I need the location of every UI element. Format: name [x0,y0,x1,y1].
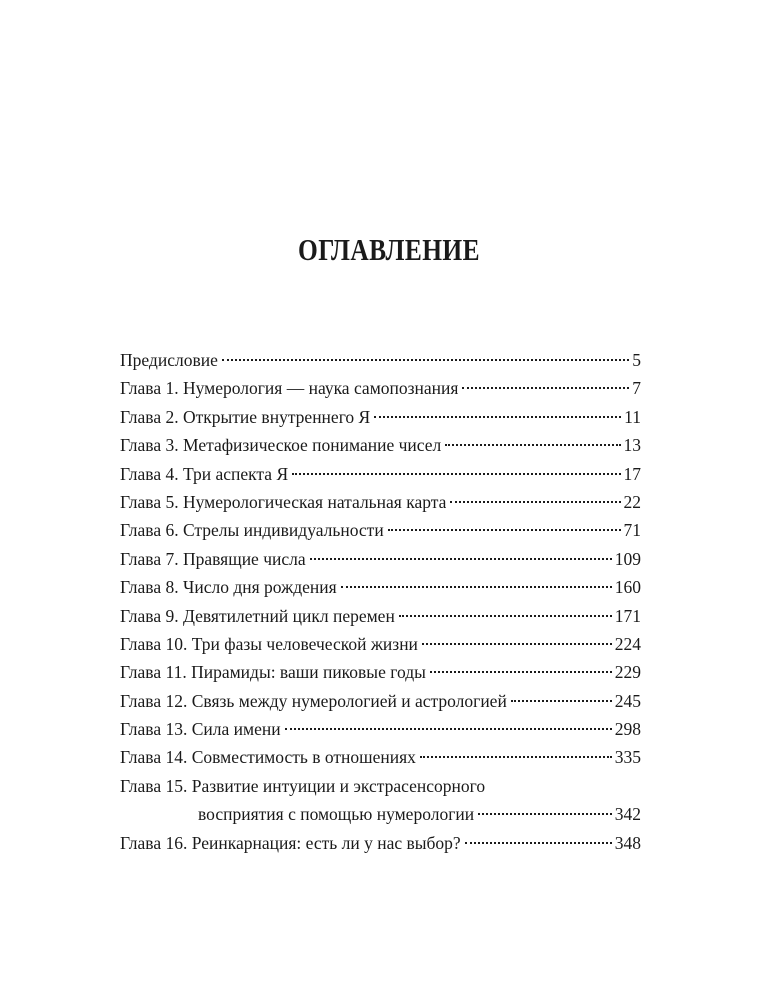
toc-entry-title: Нумерологическая натальная карта [182,491,447,512]
toc-page-number: 17 [623,463,641,484]
toc-chapter-label: Глава 15. [120,775,188,796]
toc-entry-chapter-15-continued[interactable] [120,800,641,828]
toc-chapter-label: Глава 16. [120,832,188,853]
toc-entry-chapter-5[interactable] [120,488,641,516]
toc-entry-preface[interactable] [120,346,641,374]
dot-leader [285,728,612,730]
toc-chapter-label: Глава 12. [120,690,188,711]
dot-leader [222,359,629,361]
toc-chapter-label: Глава 4. [120,463,179,484]
toc-entry-chapter-8[interactable] [120,573,641,601]
toc-entry-chapter-12[interactable] [120,687,641,715]
toc-chapter-label: Глава 13. [120,719,188,740]
toc-entry-chapter-11[interactable] [120,658,641,686]
toc-entry-title: Девятилетний цикл перемен [182,605,395,626]
toc-entry-title: Совместимость в отношениях [191,747,416,768]
toc-page-number: 11 [624,406,641,427]
toc-entry-chapter-1[interactable] [120,374,641,402]
dot-leader [462,387,629,389]
toc-page-number: 5 [632,350,641,370]
toc-chapter-label: Глава 3. [120,435,179,456]
toc-entry-title: Правящие числа [182,548,306,569]
dot-leader [511,700,612,702]
toc-chapter-label: Глава 14. [120,747,188,768]
toc-entry-title: Метафизическое понимание чисел [182,435,442,456]
dot-leader [430,671,612,673]
toc-entry-title: Сила имени [191,719,281,740]
toc-entry-title-line1: Развитие интуиции и экстрасенсорного [191,775,486,796]
toc-entry-chapter-2[interactable] [120,403,641,431]
toc-entry-title: Предисловие [120,350,218,370]
dot-leader [388,529,621,531]
toc-entry-chapter-3[interactable] [120,431,641,459]
toc-entry-chapter-14[interactable] [120,743,641,771]
toc-chapter-label: Глава 8. [120,577,179,598]
toc-entry-title: Число дня рождения [182,577,337,598]
dot-leader [374,416,621,418]
toc-entry-title: Нумерология — наука самопознания [182,378,459,399]
toc-entry-title: Стрелы индивидуальности [182,520,384,541]
dot-leader [445,444,620,446]
toc-page-number: 229 [614,662,641,683]
toc-chapter-label: Глава 6. [120,520,179,541]
toc-entry-title: Реинкарнация: есть ли у нас выбор? [191,832,461,853]
toc-entry-title: Связь между нумерологией и астрологией [191,690,507,711]
toc-page-number: 335 [614,747,641,768]
toc-page-number: 109 [614,548,641,569]
toc-page-number: 245 [614,690,641,711]
table-of-contents [120,346,641,857]
toc-chapter-label: Глава 11. [120,662,187,683]
toc-page-number: 342 [614,804,641,825]
page-title: ОГЛАВЛЕНИЕ [298,232,480,267]
dot-leader [422,643,612,645]
toc-entry-chapter-16[interactable] [120,829,641,857]
toc-entry-chapter-15[interactable] [120,772,641,800]
toc-chapter-label: Глава 1. [120,378,179,399]
toc-page-number: 22 [623,491,641,512]
toc-chapter-label: Глава 10. [120,633,188,654]
toc-chapter-label: Глава 7. [120,548,179,569]
toc-page-number: 298 [614,719,641,740]
toc-entry-title: Три аспекта Я [182,463,289,484]
toc-page-number: 160 [614,577,641,598]
toc-chapter-label: Глава 5. [120,491,179,512]
toc-entry-chapter-10[interactable] [120,630,641,658]
toc-entry-chapter-4[interactable] [120,460,641,488]
toc-page-number: 71 [623,520,641,541]
toc-entry-chapter-7[interactable] [120,545,641,573]
dot-leader [310,558,612,560]
toc-entry-chapter-13[interactable] [120,715,641,743]
toc-entry-title-line2: восприятия с помощью нумерологии [198,804,475,825]
toc-entry-title: Пирамиды: ваши пиковые годы [191,662,426,683]
dot-leader [341,586,612,588]
toc-entry-chapter-6[interactable] [120,516,641,544]
toc-entry-title: Три фазы человеческой жизни [191,633,418,654]
dot-leader [465,842,612,844]
toc-chapter-label: Глава 9. [120,605,179,626]
toc-entry-chapter-9[interactable] [120,602,641,630]
toc-page-number: 13 [623,435,641,456]
toc-page-number: 224 [614,633,641,654]
toc-page-number: 171 [614,605,641,626]
dot-leader [420,756,612,758]
toc-chapter-label: Глава 2. [120,406,179,427]
dot-leader [292,473,620,475]
toc-entry-title: Открытие внутреннего Я [182,406,371,427]
toc-page-number: 7 [632,378,641,399]
dot-leader [399,615,612,617]
dot-leader [478,813,612,815]
dot-leader [450,501,620,503]
toc-page-number: 348 [614,832,641,853]
